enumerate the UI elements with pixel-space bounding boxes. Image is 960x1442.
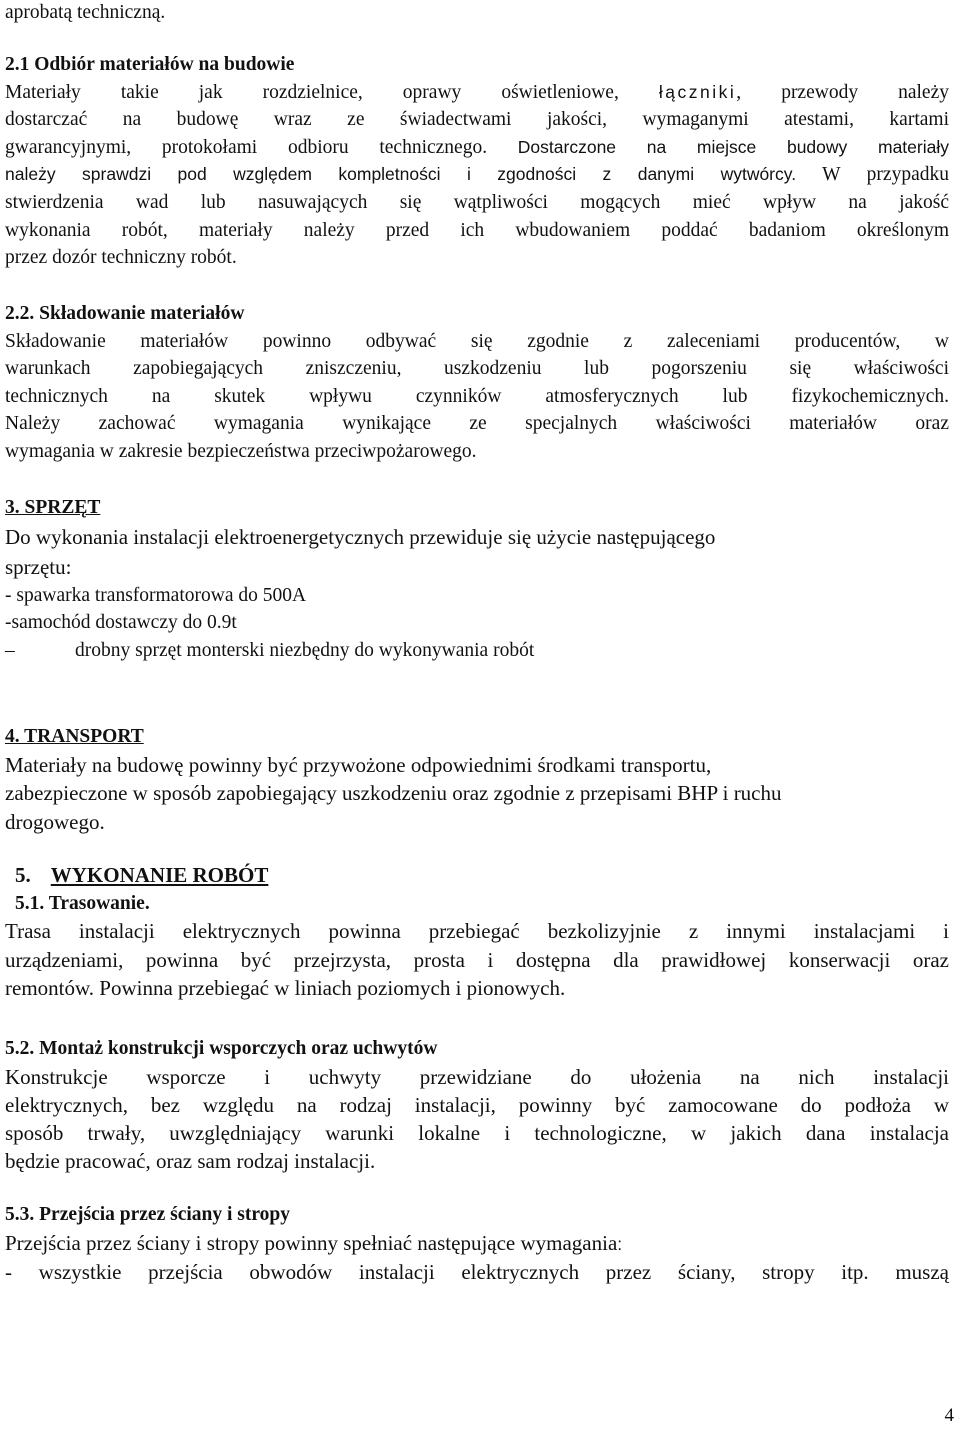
section-4 — [5, 723, 949, 836]
section-4-line: Materiały na budowę powinny być przywożone odpowiednimi środkami transportu, — [5, 752, 712, 777]
section-5-2-line: elektrycznych, bez względu na rodzaj instalacji, powinny być zamocowane do podłoża w — [5, 1092, 949, 1117]
text-run: 5. — [15, 863, 31, 887]
section-3-line: sprzętu: — [5, 554, 72, 579]
section-4-line: drogowego. — [5, 809, 105, 834]
equipment-item: - spawarka transformatorowa do 500A — [5, 584, 307, 606]
section-5-heading — [5, 862, 949, 890]
section-2-1-line: stwierdzenia wad lub nasuwających się wątpliwości mogących mieć wpływ na jakość — [5, 191, 949, 213]
section-2-2-heading: 2.2. Składowanie materiałów — [5, 303, 245, 324]
section-2-2-line: technicznych na skutek wpływu czynników atmosferycznych lub fizykochemicznych. — [5, 385, 949, 407]
section-5-2-line: sposób trwały, uwzględniający warunki lokalne i technologiczne, w jakich dana instalacja — [5, 1120, 949, 1145]
section-2-1-line: dostarczać na budowę wraz ze świadectwami jakości, wymaganymi atestami, kartami — [5, 109, 949, 131]
section-5-1-line: Trasa instalacji elektrycznych powinna przebiegać bezkolizyjnie z innymi instalacjami i — [5, 919, 949, 944]
text-run: należy sprawdzi pod względem kompletności i zgodności z danymi wytwórcy. — [5, 164, 797, 185]
text-run: W przypadku — [796, 164, 949, 186]
section-3 — [5, 494, 949, 664]
section-2-1-line: wykonania robót, materiały należy przed ich wbudowaniem poddać badaniom określonym — [5, 219, 949, 241]
text-run: Materiały takie jak rozdzielnice, oprawy oświetleniowe, — [5, 81, 619, 103]
section-2-2-line: Składowanie materiałów powinno odbywać się zgodnie z zaleceniami producentów, w — [5, 330, 949, 352]
text-run: Powinna przebiegać w liniach poziomych i pionowych. — [94, 976, 566, 1001]
text-run: , przewody należy — [736, 81, 949, 103]
equipment-item — [5, 637, 949, 665]
section-4-line: zabezpieczone w sposób zapobiegający uszkodzeniu oraz zgodnie z przepisami BHP i ruchu — [5, 781, 782, 806]
section-2-1 — [5, 51, 949, 272]
section-5-3-heading: 5.3. Przejścia przez ściany i stropy — [5, 1204, 291, 1225]
dash-bullet: – — [5, 639, 15, 661]
section-5-2-line: będzie pracować, oraz sam rodzaj instalacji. — [5, 1148, 376, 1173]
section-5-2 — [5, 1035, 949, 1175]
text-run: WYKONANIE ROBÓT — [50, 863, 269, 887]
section-2-2-line: Należy zachować wymagania wynikające ze specjalnych właściwości materiałów oraz — [5, 413, 949, 435]
section-5-3-line: - wszystkie przejścia obwodów instalacji elektrycznych przez ściany, stropy itp. muszą — [5, 1259, 949, 1284]
continued-text: aprobatą techniczną. — [5, 2, 166, 23]
section-2-2-line: wymagania w zakresie bezpieczeństwa przeciwpożarowego. — [5, 440, 477, 462]
section-2-2 — [5, 300, 949, 466]
section-5-3 — [5, 1201, 949, 1286]
equipment-item: -samochód dostawczy do 0.9t — [5, 612, 237, 634]
text-run: łączniki — [658, 81, 737, 102]
section-2-1-line — [5, 134, 949, 162]
page-number: 4 — [944, 1405, 954, 1426]
text-run: gwarancyjnymi, protokołami odbioru technicznego. — [5, 136, 488, 158]
section-5-3-line — [5, 1229, 949, 1258]
text-run: Przejścia przez ściany i stropy powinny spełniać następujące wymagania — [5, 1230, 618, 1255]
section-3-heading: 3. SPRZĘT — [5, 497, 101, 518]
section-3-line: Do wykonania instalacji elektroenergetycznych przewiduje się użycie następującego — [5, 524, 716, 549]
text-run: Dostarczone na miejsce budowy materiały — [487, 136, 949, 157]
text-run: drobny sprzęt monterski niezbędny do wykonywania robót — [75, 639, 535, 661]
section-2-1-line — [5, 79, 949, 107]
section-5-1-line — [5, 974, 949, 1003]
section-5-1-heading: 5.1. Trasowanie. — [15, 892, 150, 914]
section-2-1-heading: 2.1 Odbiór materiałów na budowie — [5, 54, 295, 75]
text-run: remontów. — [5, 976, 95, 1001]
section-2-2-line: warunkach zapobiegających zniszczeniu, uszkodzeniu lub pogorszeniu się właściwości — [5, 358, 949, 380]
section-2-1-line — [5, 161, 949, 189]
section-5 — [5, 862, 949, 1003]
section-2-1-line: przez dozór techniczny robót. — [5, 247, 237, 269]
text-run: : — [617, 1233, 623, 1254]
section-4-heading: 4. TRANSPORT — [5, 726, 144, 747]
section-5-2-line: Konstrukcje wsporcze i uchwyty przewidziane do ułożenia na nich instalacji — [5, 1064, 949, 1089]
section-5-1-line: urządzeniami, powinna być przejrzysta, prosta i dostępna dla prawidłowej konserwacji oraz — [5, 947, 949, 972]
section-5-2-heading: 5.2. Montaż konstrukcji wsporczych oraz uchwytów — [5, 1038, 438, 1059]
